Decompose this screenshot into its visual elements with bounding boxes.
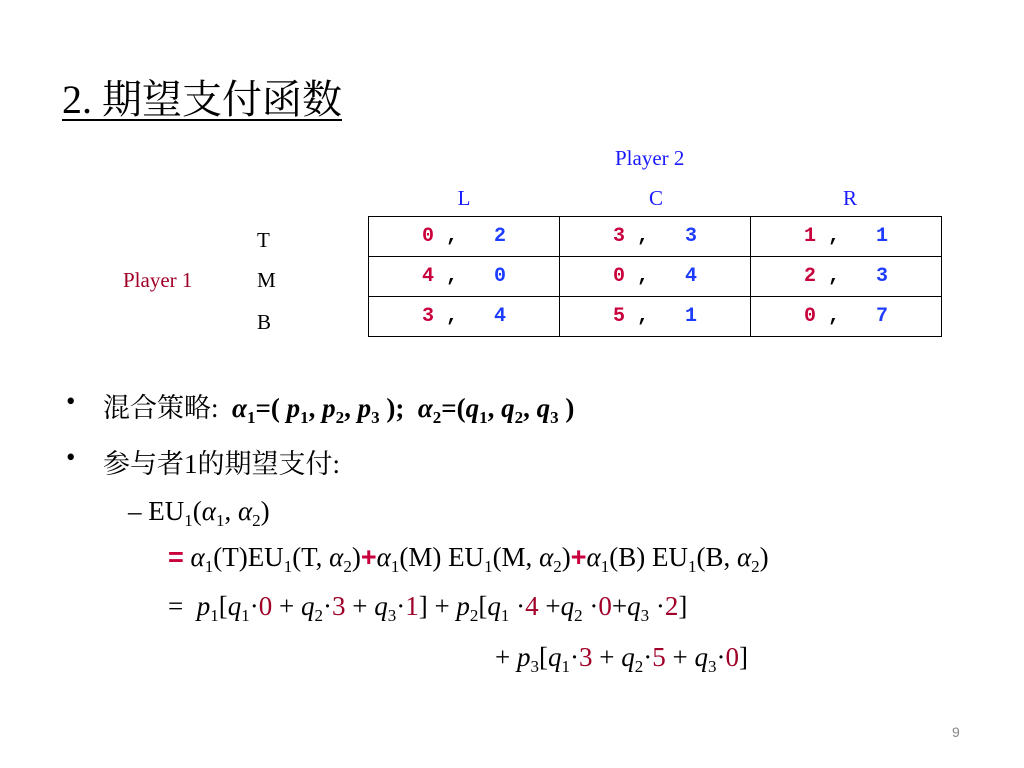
- formula-line-2: = $p_1[q_1\cdot 0 + q_2\cdot 3 + q_3\cdot 1] + p_2[q_1 \cdot 4 +q_2 \cdot 0+q_3 \cdot 2]$: [168, 591, 688, 625]
- column-label-r: R: [842, 186, 857, 210]
- page-title: 2. 期望支付函数: [62, 77, 342, 122]
- expected-payoff-label: 参与者1的期望支付:: [103, 449, 341, 479]
- table-row: [369, 297, 942, 337]
- payoff-cell: 4 , 0: [369, 257, 560, 297]
- column-label-c: C: [648, 186, 663, 210]
- formula-line-3: + $p_3[q_1\cdot 3 + q_2\cdot 5 + q_3\cdot 0]$: [495, 642, 748, 676]
- eu-heading: – $EU_1(\alpha_1$, $\alpha_2$): [128, 496, 270, 530]
- row-label-m: M: [257, 268, 276, 292]
- page-number: 9: [952, 724, 960, 740]
- payoff-cell: 2 , 3: [751, 257, 942, 297]
- mixed-strategy-line: 混合策略: $\alpha_1=$( $p_1$, $p_2$, $p_3$ ); $\alpha_2=(q_1$, $q_2$, $q_3$ ): [103, 393, 575, 427]
- payoff-cell: 0 , 7: [751, 297, 942, 337]
- payoff-cell: 0 , 2: [369, 217, 560, 257]
- payoff-cell: 3 , 3: [560, 217, 751, 257]
- payoff-cell: 0 , 4: [560, 257, 751, 297]
- table-row: [369, 217, 942, 257]
- bullet-dot-icon: •: [66, 442, 76, 472]
- formula-line-1: = $\alpha_1(T)EU_1(T$, $\alpha_2)+\alpha_1(M)$ $EU_1(M$, $\alpha_2)+\alpha_1(B)$ $EU_1(B$, $\alpha_2$): [168, 542, 769, 576]
- payoff-cell: 1 , 1: [751, 217, 942, 257]
- player2-label: Player 2: [615, 146, 685, 170]
- row-label-t: T: [257, 228, 270, 252]
- row-label-b: B: [257, 310, 272, 334]
- payoff-matrix: [368, 216, 942, 337]
- player1-label: Player 1: [123, 268, 193, 292]
- table-row: [369, 257, 942, 297]
- mixed-strategy-label: 混合策略:: [103, 393, 219, 423]
- column-label-l: L: [457, 186, 471, 210]
- payoff-cell: 3 , 4: [369, 297, 560, 337]
- payoff-cell: 5 , 1: [560, 297, 751, 337]
- bullet-dot-icon: •: [66, 386, 76, 416]
